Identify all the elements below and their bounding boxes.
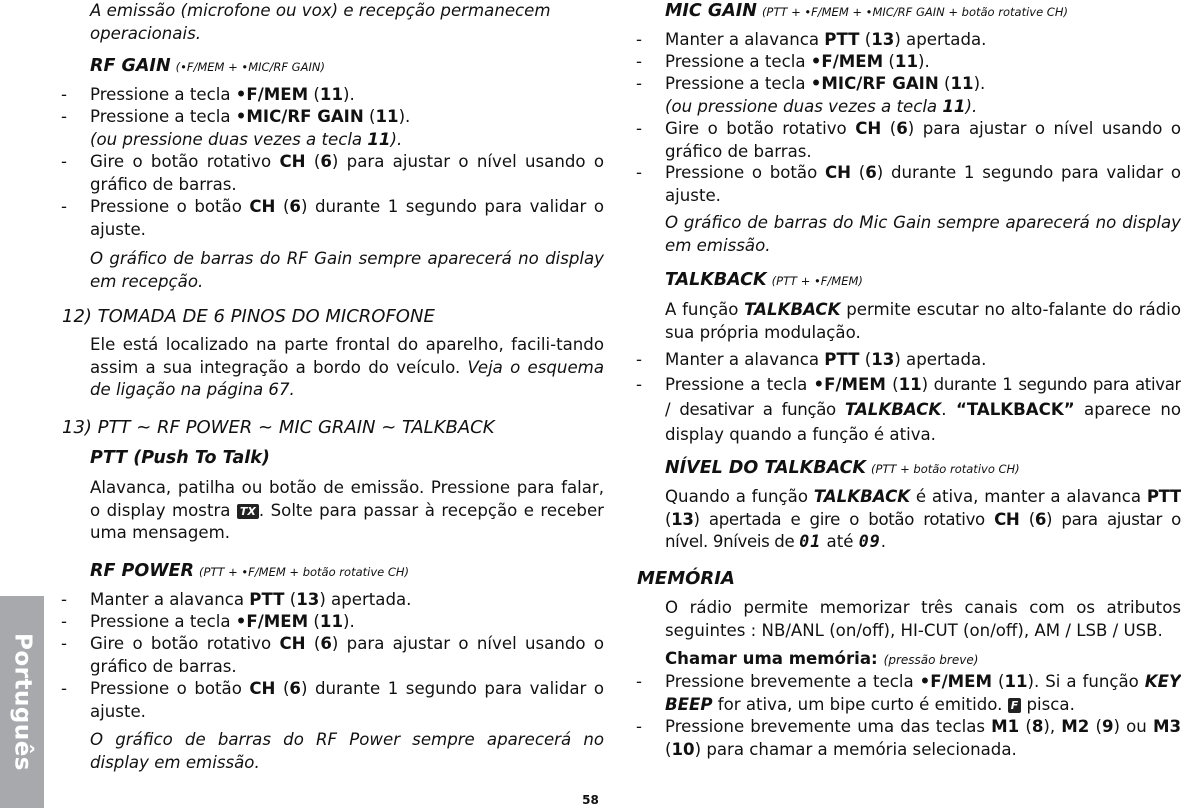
- level-min-display: 01: [799, 532, 822, 551]
- nivel-heading: [665, 457, 1181, 481]
- rf-gain-heading: [90, 55, 604, 79]
- talkback-keys: (PTT + •F/MEM): [771, 274, 863, 288]
- mic-gain-step-2: - Pressione a tecla •F/MEM (11).: [636, 52, 930, 71]
- ptt-title: PTT (Push To Talk): [90, 448, 270, 468]
- nivel-text: Quando a função TALKBACK é ativa, manter a alavanca PTT (13) apertada e gire o botão rotativo CH (6) para ajustar o nível. 9níveis de 01 até 09.: [665, 487, 1181, 551]
- rf-power-step-2: - Pressione a tecla •F/MEM (11).: [61, 612, 355, 631]
- rf-gain-step-4: - Pressione o botão CH (6) durante 1 segundo para validar o ajuste.: [61, 197, 605, 239]
- memoria-heading: MEMÓRIA: [637, 568, 735, 589]
- talkback-step-1: - Manter a alavanca PTT (13) apertada.: [636, 350, 987, 369]
- rf-power-step-1: - Manter a alavanca PTT (13) apertada.: [61, 590, 412, 609]
- rf-gain-step-1: - Pressione a tecla •F/MEM (11).: [61, 85, 355, 104]
- mic-gain-step-5: - Pressione o botão CH (6) durante 1 segundo para validar o ajuste.: [636, 163, 1181, 205]
- talkback-text: A função TALKBACK permite escutar no alto-falante do rádio sua própria modulação.: [665, 300, 1181, 342]
- page-number: 58: [582, 793, 599, 807]
- rf-gain-title: RF GAIN: [90, 56, 171, 76]
- rf-power-title: RF POWER: [90, 561, 194, 581]
- memoria-step-1: - Pressione brevemente a tecla •F/MEM (11). Si a função KEY BEEP for ativa, um bipe curto é emitido. F pisca.: [636, 672, 1181, 714]
- chamar-heading: [665, 648, 1181, 672]
- talkback-heading: [665, 269, 1181, 293]
- mic-gain-title: MIC GAIN: [665, 1, 757, 21]
- mic-gain-step-3: - Pressione a tecla •MIC/RF GAIN (11). (ou pressione duas vezes a tecla 11).: [636, 74, 986, 116]
- rf-power-keys: (PTT + •F/MEM + botão rotative CH): [198, 565, 410, 579]
- rf-gain-note: O gráfico de barras do RF Gain sempre aparecerá no display em recepção.: [90, 249, 604, 291]
- language-tab: [0, 596, 44, 808]
- mic-gain-note: O gráfico de barras do Mic Gain sempre aparecerá no display em emissão.: [665, 213, 1181, 255]
- mic-gain-keys: (PTT + •F/MEM + •MIC/RF GAIN + botão rotative CH): [761, 5, 1068, 19]
- mic-gain-step-1: - Manter a alavanca PTT (13) apertada.: [636, 30, 987, 49]
- tx-display-indicator: TX: [237, 504, 259, 519]
- language-tab-label: Português: [9, 633, 36, 771]
- nivel-title: NÍVEL DO TALKBACK: [665, 458, 866, 478]
- rf-power-note: O gráfico de barras do RF Power sempre aparecerá no display em emissão.: [90, 730, 604, 772]
- rf-power-step-3: - Gire o botão rotativo CH (6) para ajustar o nível usando o gráfico de barras.: [61, 634, 604, 676]
- section-13-heading: 13) PTT ~ RF POWER ~ MIC GRAIN ~ TALKBACK: [62, 417, 495, 438]
- nivel-keys: (PTT + botão rotativo CH): [870, 462, 1020, 476]
- rf-power-heading: [90, 560, 604, 584]
- rf-gain-step-2: - Pressione a tecla •MIC/RF GAIN (11). (ou pressione duas vezes a tecla 11).: [61, 107, 411, 149]
- talkback-title: TALKBACK: [665, 270, 767, 290]
- chamar-title: Chamar uma memória:: [665, 649, 878, 668]
- level-max-display: 09: [858, 532, 881, 551]
- mic-gain-step-4: - Gire o botão rotativo CH (6) para ajustar o nível usando o gráfico de barras.: [636, 119, 1181, 161]
- mic-gain-heading: [665, 0, 1181, 24]
- memoria-text: O rádio permite memorizar três canais com os atributos seguintes : NB/ANL (on/off), HI-CUT (on/off), AM / LSB / USB.: [665, 598, 1181, 640]
- section-12-heading: 12) TOMADA DE 6 PINOS DO MICROFONE: [62, 306, 435, 327]
- talkback-step-2: - Pressione a tecla •F/MEM (11) durante 1 segundo para ativar / desativar a função TALKBACK. “TALKBACK” aparece no display quando a função é ativa.: [636, 375, 1181, 444]
- rf-gain-keys: (•F/MEM + •MIC/RF GAIN): [175, 60, 325, 74]
- section-12-text: Ele está localizado na parte frontal do aparelho, facili-tando assim a sua integração a bordo do veículo. Veja o esquema de ligação na página 67.: [90, 335, 604, 399]
- f-display-indicator: F: [1008, 698, 1022, 713]
- ptt-text: Alavanca, patilha ou botão de emissão. Pressione para falar, o display mostra TX . Solte para passar à recepção e receber uma mensagem.: [90, 478, 604, 542]
- rf-power-step-4: - Pressione o botão CH (6) durante 1 segundo para validar o ajuste.: [61, 679, 605, 721]
- chamar-subtitle: (pressão breve): [883, 653, 979, 667]
- intro-text: A emissão (microfone ou vox) e recepção permanecem operacionais.: [90, 1, 551, 43]
- memoria-step-2: - Pressione brevemente uma das teclas M1 (8), M2 (9) ou M3 (10) para chamar a memória selecionada.: [636, 717, 1181, 759]
- rf-gain-step-3: - Gire o botão rotativo CH (6) para ajustar o nível usando o gráfico de barras.: [61, 152, 604, 194]
